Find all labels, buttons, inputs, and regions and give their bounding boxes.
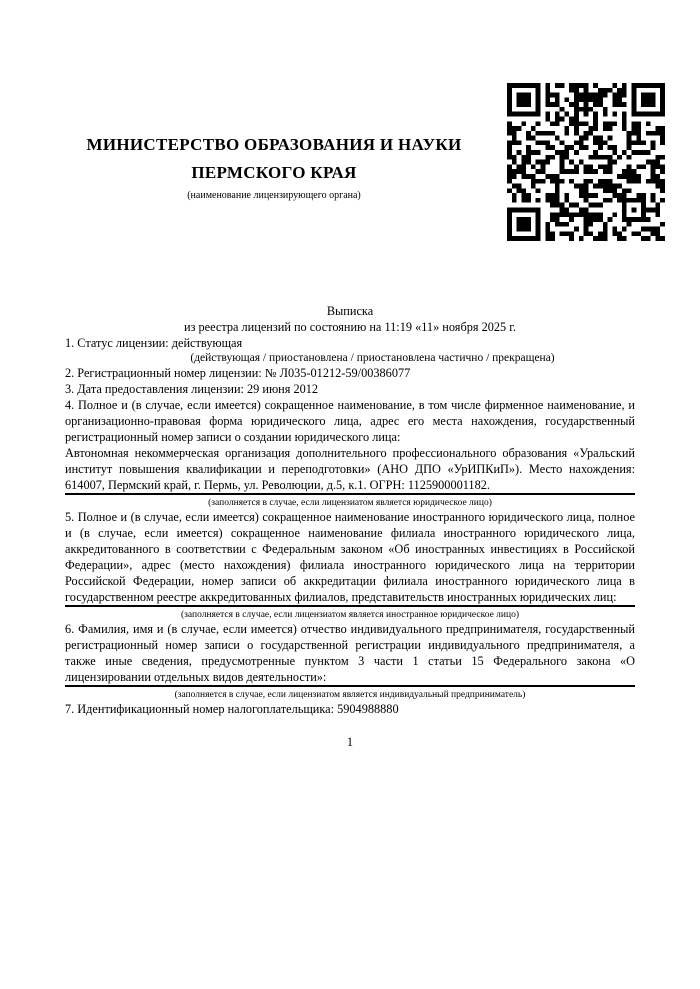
section-5-underline (65, 605, 635, 607)
page-number: 1 (346, 735, 354, 749)
section-1-hint: (действующая / приостановлена / приостановлена частично / прекращена) (190, 352, 555, 364)
section-4-label: 4. Полное и (в случае, если имеется) сокращенное наименование, в том числе фирменное наименование, и организационно-правовая форма юридического лица, адрес его места нахождения, государственный регистрационный номер записи о создании юридического лица: (65, 398, 635, 444)
section-7-taxpayer-number: 7. Идентификационный номер налогоплательщика: 5904988880 (65, 702, 399, 716)
section-1-license-status: 1. Статус лицензии: действующая (65, 336, 243, 350)
section-4-underline (65, 493, 635, 495)
document-title-line2: из реестра лицензий по состоянию на 11:19 «11» ноября 2025 г. (184, 320, 516, 334)
document-title-line1: Выписка (326, 304, 374, 318)
qr-code-icon (507, 83, 665, 241)
section-6-hint: (заполняется в случае, если лицензиатом является индивидуальный предприниматель) (174, 690, 526, 700)
licensing-authority-header (68, 131, 480, 202)
section-4-hint: (заполняется в случае, если лицензиатом является юридическое лицо) (208, 498, 492, 508)
section-3-license-date: 3. Дата предоставления лицензии: 29 июня 2012 (65, 382, 319, 396)
authority-name-line1: МИНИСТЕРСТВО ОБРАЗОВАНИЯ И НАУКИ (86, 135, 462, 154)
section-6-underline (65, 685, 635, 687)
section-5-label: 5. Полное и (в случае, если имеется) сокращенное наименование иностранного юридического лица, полное и (в случае, если имеется) сокращенное наименование филиала иностранного юридического лица, аккредитованного в соответствии с Федеральным законом «Об иностранных инвестициях в Российской Федерации», адрес (место нахождения) филиала иностранного юридического лица на территории Российской Федерации, номер записи об аккредитации филиала иностранного юридического лица в государственном реестре аккредитованных филиалов, представительств иностранных юридических лиц: (65, 510, 635, 604)
document-body (65, 303, 635, 750)
section-6-label: 6. Фамилия, имя и (в случае, если имеется) отчество индивидуального предпринимателя, государственный регистрационный номер записи о государственной регистрации индивидуального предпринимателя, а также иные сведения, предусмотренные пунктом 3 части 1 статьи 15 Федерального закона «О лицензировании отдельных видов деятельности»: (65, 622, 635, 684)
qr-code (507, 83, 665, 241)
authority-caption: (наименование лицензирующего органа) (187, 190, 361, 201)
section-2-registration-number: 2. Регистрационный номер лицензии: № Л035-01212-59/00386077 (65, 366, 411, 380)
section-4-licensee-details: Автономная некоммерческая организация дополнительного профессионального образования «Уральский институт повышения квалификации и переподготовки» (АНО ДПО «УрИПКиП»). Место нахождения: 614007, Пермский край, г. Пермь, ул. Революции, д.5, к.1. ОГРН: 1125900001182. (65, 446, 635, 492)
document-title (65, 303, 635, 335)
section-5-hint: (заполняется в случае, если лицензиатом является иностранное юридическое лицо) (181, 610, 519, 620)
authority-name-line2: ПЕРМСКОГО КРАЯ (191, 163, 357, 182)
